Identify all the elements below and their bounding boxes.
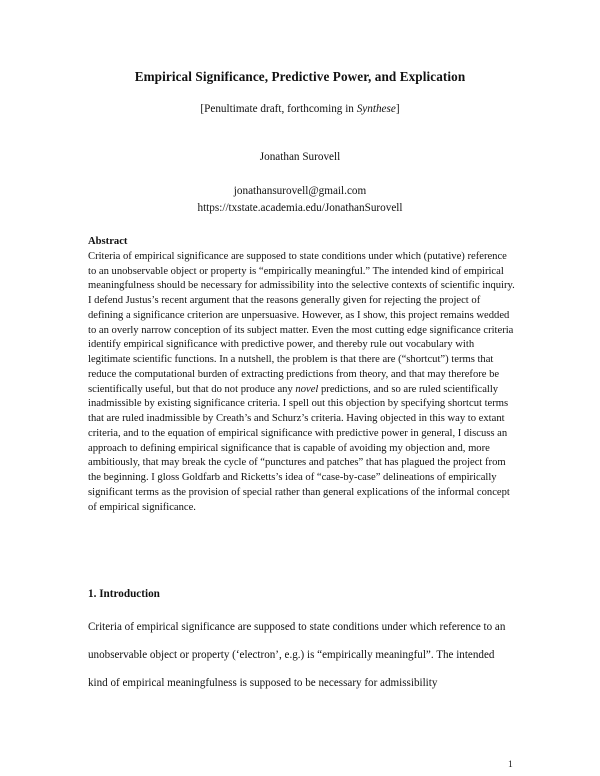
abstract-body	[88, 250, 516, 516]
section-body: Criteria of empirical significance are supposed to state conditions under which reference to an unobservable object or property (‘electron’, e.g.) is “empirically meaningful”. The intended kind of empirical meaningfulness is supposed to be necessary for admissibility	[88, 621, 506, 689]
draft-note-suffix: ]	[395, 103, 400, 115]
draft-note	[0, 103, 600, 115]
draft-note-prefix: [Penultimate draft, forthcoming in	[200, 103, 357, 115]
author-email: jonathansurovell@gmail.com	[233, 185, 367, 197]
page-number: 1	[508, 760, 513, 770]
abstract-text-part-2: predictions, and so are ruled scientifically inadmissible by existing significance criteria. I spell out this objection by specifying shortcut terms that are ruled inadmissible by Creath’s and Schurz’s criteria. Having objected in this way to extant criteria, and to the equation of empirical significance with predictive power in general, I discuss an approach to defining empirical significance that is capable of avoiding my objection and, more ambitiously, that may break the cycle of “punctures and patches” that has plagued the project from the beginning. I gloss Goldfarb and Ricketts’s idea of “case-by-case” delineations of empirically significant terms as the provision of special rather than general explications of the informal concept of empirical significance.	[88, 383, 510, 513]
author-name: Jonathan Surovell	[259, 151, 341, 163]
author-url: https://txstate.academia.edu/JonathanSurovell	[197, 202, 403, 214]
paper-title: Empirical Significance, Predictive Power, and Explication	[134, 69, 466, 84]
abstract-section	[88, 235, 516, 515]
journal-name: Synthese	[356, 103, 396, 115]
abstract-text-part-1: Criteria of empirical significance are supposed to state conditions under which (putative) reference to an unobservable object or property is “empirically meaningful.” The intended kind of empirical meaningfulness should be necessary for admissibility into the selective contexts of scientific inquiry. I defend Justus’s recent argument that the reasons generally given for rejecting the project of defining a significance criterion are unpersuasive. However, as I show, this project remains wedded to an overly narrow conception of its subject matter. Even the most cutting edge significance criteria identify empirical significance with predictive power, and thereby rule out vocabulary with legitimate scientific functions. In a nutshell, the problem is that there are (“shortcut”) terms that reduce the computational burden of extracting predictions from theory, and that may therefore be scientifically useful, but that do not produce any	[88, 250, 515, 395]
abstract-italic-word: novel	[295, 383, 319, 395]
section-heading: 1. Introduction	[88, 588, 160, 600]
abstract-heading: Abstract	[88, 236, 128, 247]
